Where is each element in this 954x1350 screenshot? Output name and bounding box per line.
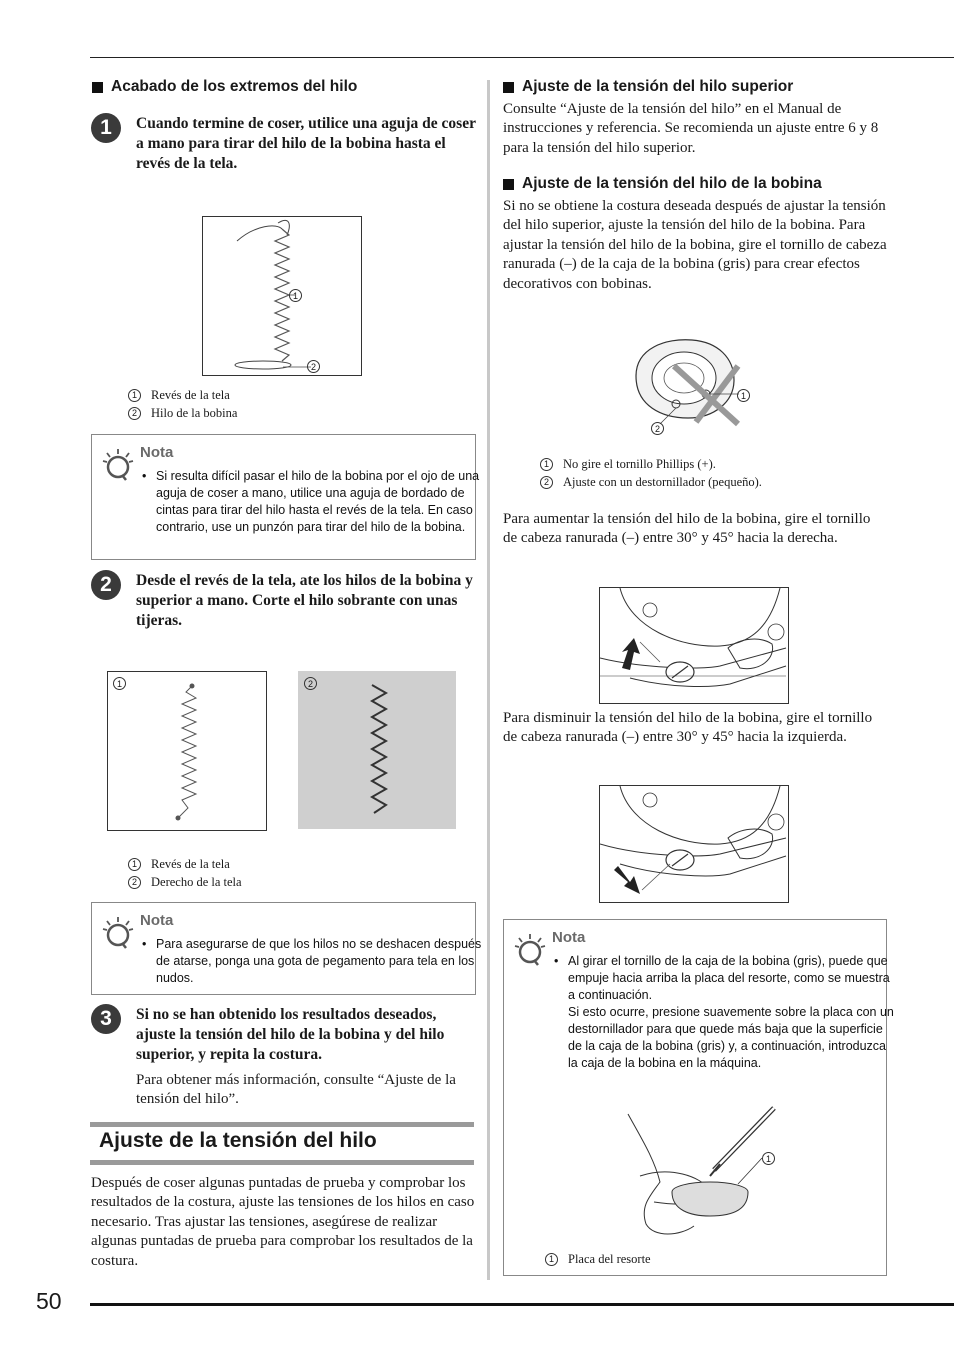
caption-row: 2 Hilo de la bobina — [128, 404, 237, 422]
caption-row: 1 Placa del resorte — [545, 1250, 651, 1268]
top-rule — [90, 57, 954, 58]
section-heading-bobbin-tension: Ajuste de la tensión del hilo de la bobina — [503, 175, 822, 193]
upper-tension-text: Consulte “Ajuste de la tensión del hilo” en el Manual de instrucciones y referencia. Se recomienda un ajuste entre 6 y 8 para la tensión del hilo superior. — [503, 101, 879, 156]
callout-1: 1 — [762, 1152, 775, 1165]
square-bullet-icon — [503, 179, 514, 190]
note-title: Nota — [140, 444, 174, 461]
step-1-text: Cuando termine de coser, utilice una aguja de coser a mano para tirar del hilo de la bobina hasta el revés de la tela. — [136, 115, 476, 172]
increase-tension-text: Para aumentar la tensión del hilo de la bobina, gire el tornillo de cabeza ranurada (–) entre 30° y 45° hacia la derecha. — [503, 511, 871, 547]
heading-bar-bottom — [90, 1160, 474, 1165]
figure-right-side — [298, 671, 456, 829]
note-1-body: • Si resulta difícil pasar el hilo de la bobina por el ojo de una aguja de coser a mano, utilice una aguja de bordado de cintas para tirar del hilo hasta el revés de la tela. En caso contrario, use un punzón para tirar del hilo de la bobina. — [142, 469, 480, 534]
callout-1: 1 — [737, 389, 750, 402]
caption-row: 1 Revés de la tela — [128, 386, 237, 404]
figure-1-captions — [128, 386, 237, 422]
step-3-text: Si no se han obtenido los resultados deseados, ajuste la tensión del hilo de la bobina y del hilo superior, y repita la costura. — [136, 1006, 445, 1063]
lightbulb-icon — [102, 447, 134, 481]
knotted-stitch-illustration — [108, 672, 266, 830]
caption-row: 1 Revés de la tela — [128, 855, 242, 873]
note-box-1 — [91, 434, 480, 560]
main-paragraph: Después de coser algunas puntadas de prueba y comprobar los resultados de la costura, ajuste las tensiones de los hilos en caso necesario. Tras ajustar las tensiones, asegúrese de realizar algunas puntadas de prueba para comprobar los resultados de la costura. — [91, 1175, 475, 1269]
note-title: Nota — [552, 929, 586, 946]
callout-1: 1 — [113, 677, 126, 690]
section-heading-upper-tension: Ajuste de la tensión del hilo superior — [503, 78, 793, 96]
column-divider — [487, 80, 490, 1280]
caption-row: 2 Ajuste con un destornillador (pequeño). — [540, 473, 762, 491]
callout-1: 1 — [289, 289, 302, 302]
caption-row: 2 Derecho de la tela — [128, 873, 242, 891]
caption-row: 1 No gire el tornillo Phillips (+). — [540, 455, 762, 473]
note-box-2 — [91, 902, 482, 995]
screw-turn-left-illustration — [600, 786, 788, 902]
callout-2: 2 — [651, 422, 664, 435]
callout-2: 2 — [307, 360, 320, 373]
page-number: 50 — [36, 1288, 62, 1314]
figure-2-captions — [128, 855, 242, 891]
bottom-rule — [90, 1303, 954, 1306]
screw-turn-right-illustration — [600, 588, 788, 703]
figure-3-captions — [540, 455, 762, 491]
main-heading: Ajuste de la tensión del hilo — [99, 1129, 377, 1152]
bobbin-tension-text: Si no se obtiene la costura deseada después de ajustar la tensión del hilo superior, ajuste la tensión del hilo de la bobina. Para ajustar la tensión del hilo de la bobina, gire el tornillo de cabeza ranurada (–) de la caja de la bobina (gris) para crear efectos decorativos con bobinas. — [503, 198, 887, 292]
note-3-caption — [545, 1250, 651, 1268]
lightbulb-icon — [514, 932, 546, 966]
stitch-illustration — [203, 217, 361, 375]
heading-bar-top — [90, 1122, 474, 1127]
decrease-tension-text: Para disminuir la tensión del hilo de la bobina, gire el tornillo de cabeza ranurada (–) entre 30° y 45° hacia la izquierda. — [503, 710, 873, 746]
note-3-body: • Al girar el tornillo de la caja de la bobina (gris), puede que empuje hacia arriba la placa del resorte, como se muestra a continuación. Si esto ocurre, presione suavemente sobre la placa con un destornillador para que quede más baja que la superficie de la caja de la bobina (gris) y, a continuación, introduzca la caja de la bobina en la máquina. — [554, 954, 894, 1070]
note-box-3 — [503, 919, 894, 1276]
figure-bobbin-case — [626, 336, 756, 440]
callout-2: 2 — [304, 677, 317, 690]
lightbulb-icon — [102, 915, 134, 949]
note-2-body: • Para asegurarse de que los hilos no se deshacen después de atarse, ponga una gota de pegamento para tela en los nudos. — [142, 937, 482, 985]
square-bullet-icon — [503, 82, 514, 93]
satin-stitch-illustration — [298, 671, 456, 829]
bullet: • — [554, 954, 559, 968]
square-bullet-icon — [92, 82, 103, 93]
step-3-subtext: Para obtener más información, consulte “Ajuste de la tensión del hilo”. — [136, 1072, 456, 1108]
bobbin-case-illustration — [626, 336, 756, 440]
section-heading-thread-ends: Acabado de los extremos del hilo — [92, 78, 357, 96]
bullet: • — [142, 937, 147, 951]
figure-turn-left — [599, 785, 789, 903]
figure-spring-plate — [610, 1106, 790, 1244]
step-1-badge: 1 — [91, 113, 121, 143]
note-title: Nota — [140, 912, 174, 929]
figure-bobbin-thread-pulled — [202, 216, 362, 376]
step-3-badge: 3 — [91, 1004, 121, 1034]
bullet: • — [142, 469, 147, 483]
step-2-text: Desde el revés de la tela, ate los hilos de la bobina y superior a mano. Corte el hilo sobrante con unas tijeras. — [136, 572, 473, 629]
figure-wrong-side — [107, 671, 267, 831]
spring-plate-illustration — [610, 1106, 790, 1244]
figure-turn-right — [599, 587, 789, 704]
step-2-badge: 2 — [91, 570, 121, 600]
